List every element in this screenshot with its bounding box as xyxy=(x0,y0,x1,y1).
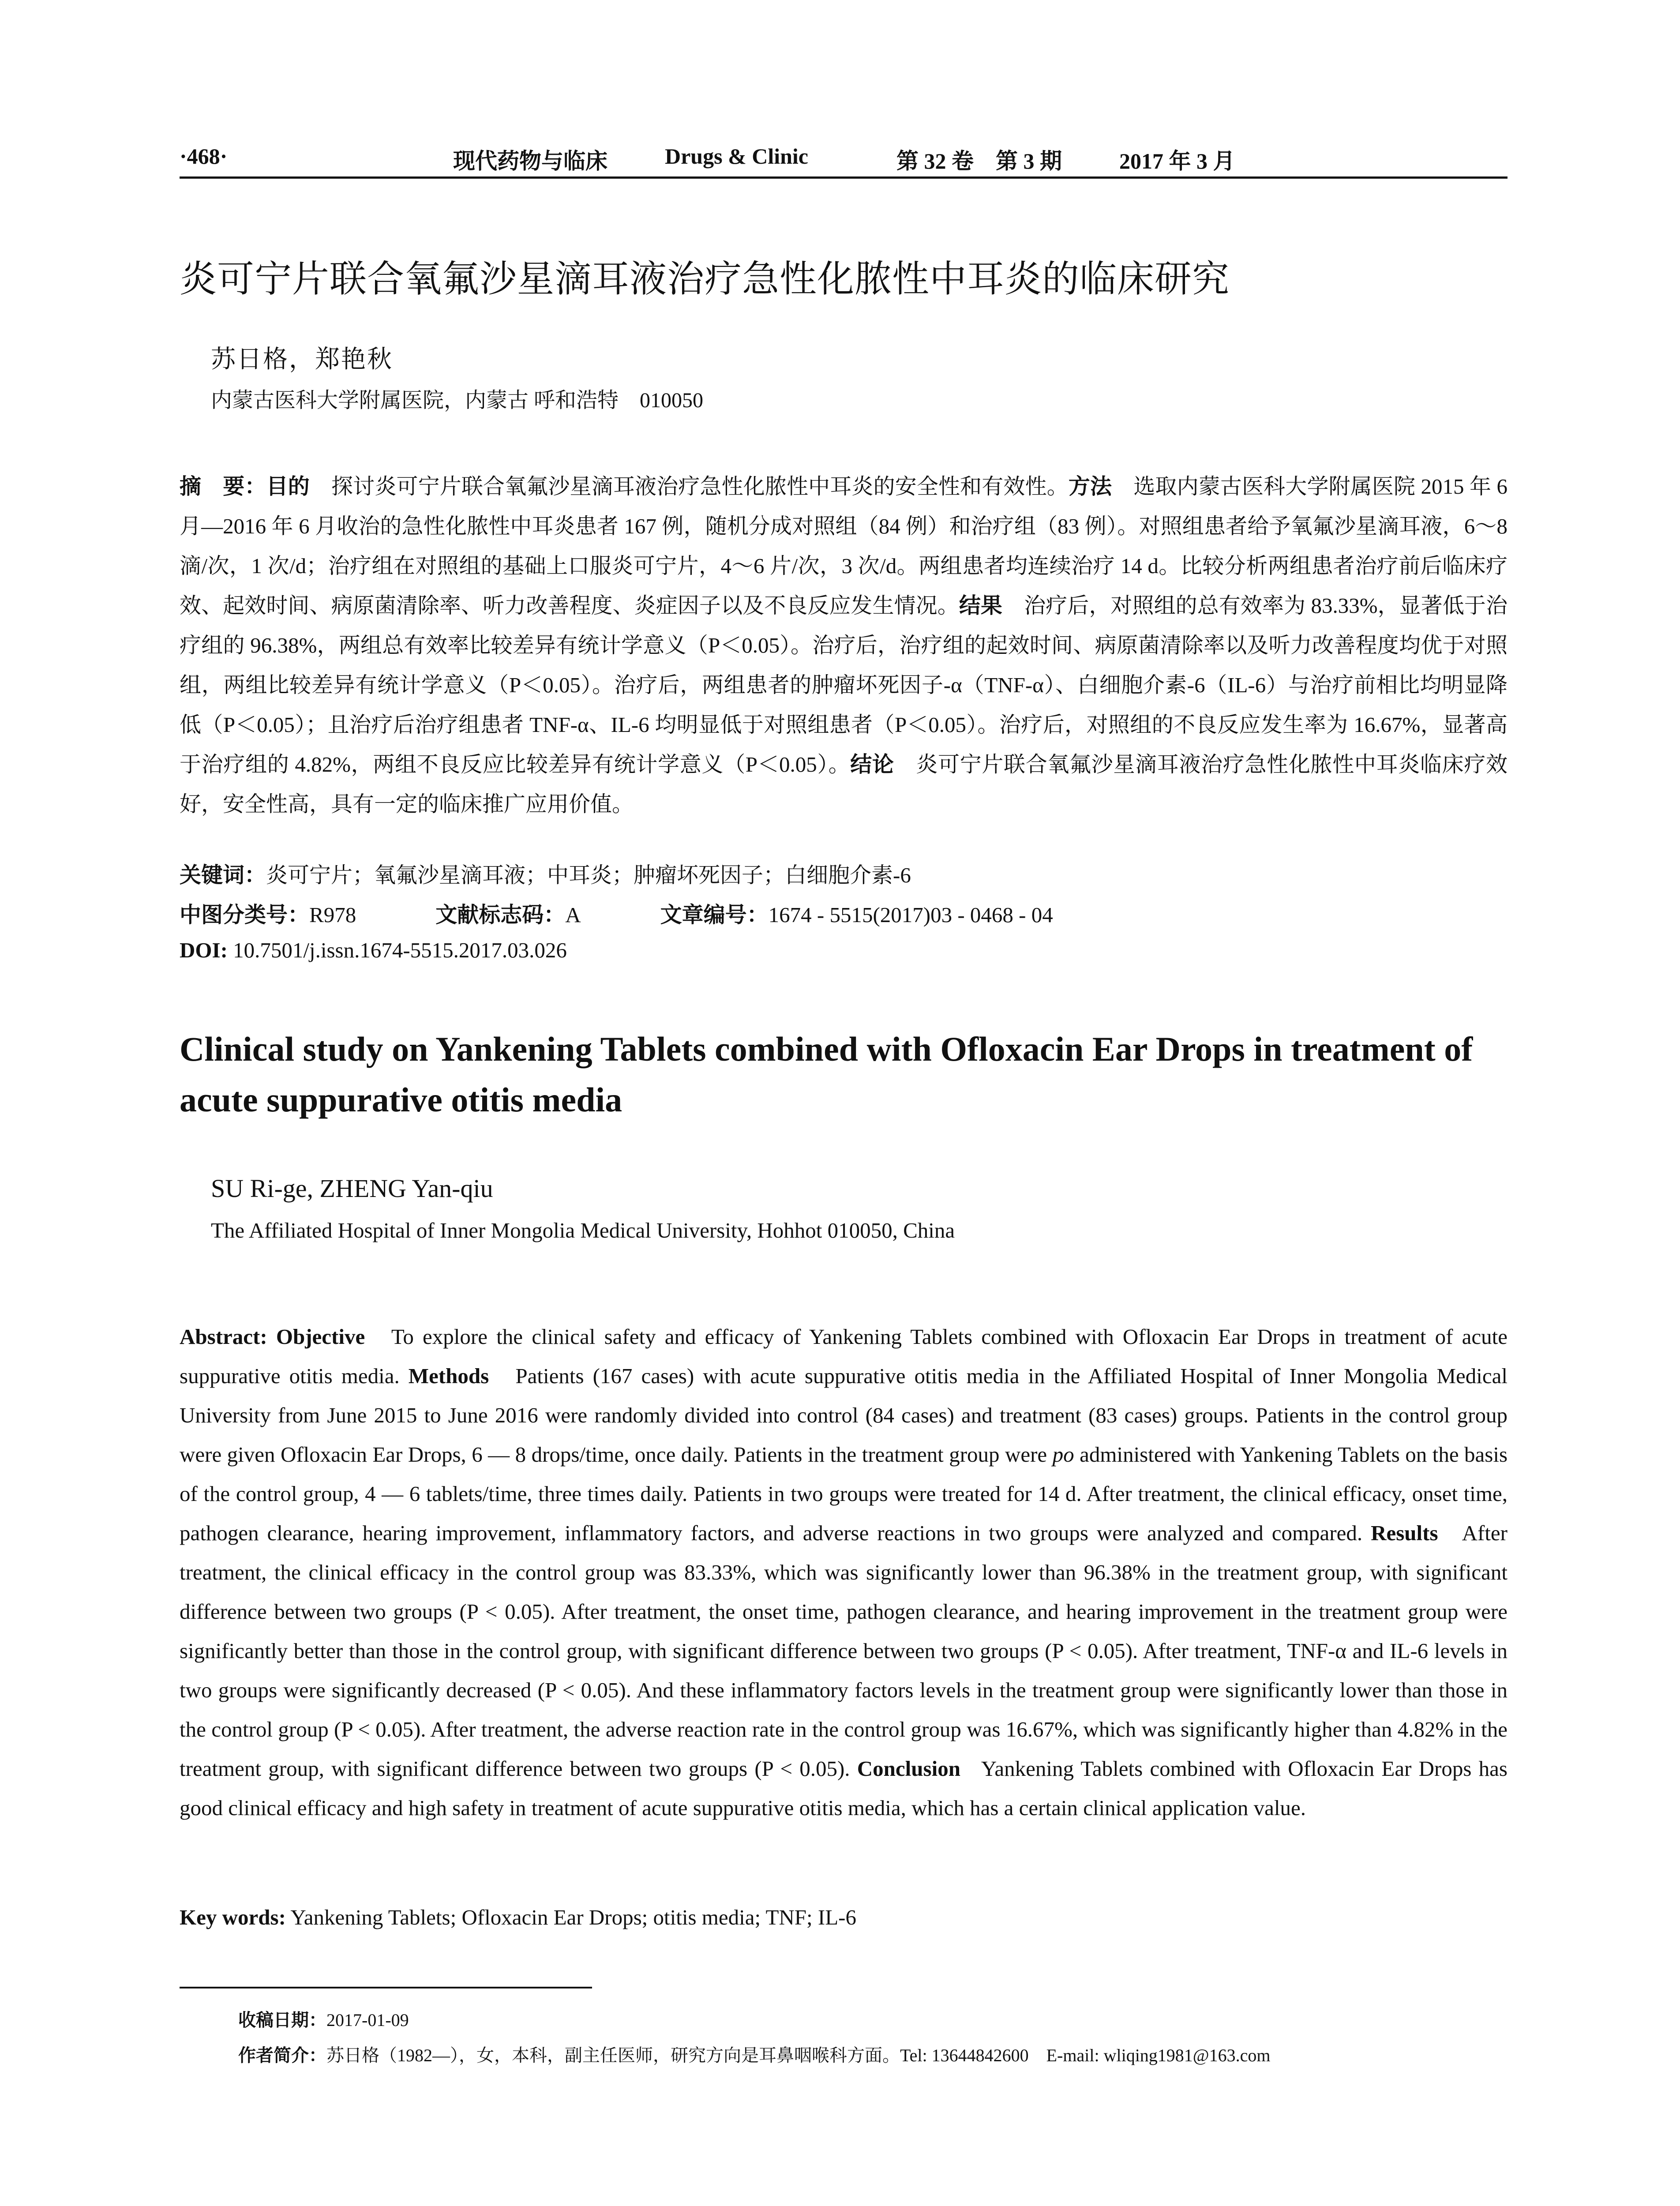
footnote-received xyxy=(238,2006,409,2031)
doc-code-label: 文献标志码： xyxy=(435,903,566,927)
title-en: Clinical study on Yankening Tablets combined with Ofloxacin Ear Drops in treatment of acute suppurative otitis media xyxy=(180,1030,1473,1119)
results-en: After treatment, the clinical efficacy in the control group was 83.33%, which was significantly lower than 96.38% in the treatment group, with significant difference between two groups (P < 0.05). After treatment, the onset time, pathogen clearance, and hearing improvement in the treatment group were significantly better than those in the control group, with significant difference between two groups (P < 0.05). After treatment, TNF-α and IL-6 levels in two groups were significantly decreased (P < 0.05). And these inflammatory factors levels in the treatment group were significantly lower than those in the control group (P < 0.05). After treatment, the adverse reaction rate in the control group was 16.67%, which was significantly higher than 4.82% in the treatment group, with significant difference between two groups (P < 0.05). xyxy=(180,1521,1508,1781)
author-bio-label: 作者简介： xyxy=(238,2046,326,2065)
conclusion-en-label: Conclusion xyxy=(857,1756,960,1781)
doi-label: DOI: xyxy=(180,938,228,962)
abstract-en-label: Abstract: xyxy=(180,1324,267,1349)
affiliation-cn: 内蒙古医科大学附属医院，内蒙古 呼和浩特 010050 xyxy=(211,389,704,412)
classification-line xyxy=(180,898,1053,929)
journal-issue: 第 32 卷 第 3 期 xyxy=(896,149,1062,173)
keywords-cn-text: 炎可宁片；氧氟沙星滴耳液；中耳炎；肿瘤坏死因子；白细胞介素-6 xyxy=(266,863,911,887)
keywords-cn-label: 关键词： xyxy=(180,863,266,887)
title-cn: 炎可宁片联合氧氟沙星滴耳液治疗急性化脓性中耳炎的临床研究 xyxy=(180,258,1230,300)
objective-cn: 探讨炎可宁片联合氧氟沙星滴耳液治疗急性化脓性中耳炎的安全性和有效性。 xyxy=(331,474,1069,499)
results-cn: 治疗后，对照组的总有效率为 83.33%，显著低于治疗组的 96.38%，两组总有效率比较差异有统计学意义（P＜0.05）。治疗后，治疗组的起效时间、病原菌清除率以及听力改善程度均优于对照组，两组比较差异有统计学意义（P＜0.05）。治疗后，两组患者的肿瘤坏死因子-α（TNF-α）、白细胞介素-6（IL-6）与治疗前相比均明显降低（P＜0.05）；且治疗后治疗组患者 TNF-α、IL-6 均明显低于对照组患者（P＜0.05）。治疗后，对照组的不良反应发生率为 16.67%，显著高于治疗组的 4.82%，两组不良反应比较差异有统计学意义（P＜0.05）。 xyxy=(180,593,1508,777)
header-rule xyxy=(180,176,1508,179)
methods-cn: 选取内蒙古医科大学附属医院 2015 年 6 月—2016 年 6 月收治的急性化脓性中耳炎患者 167 例，随机分成对照组（84 例）和治疗组（83 例）。对照组患者给予氧氟沙星滴耳液，6～8 滴/次，1 次/d；治疗组在对照组的基础上口服炎可宁片，4～6 片/次，3 次/d。两组患者均连续治疗 14 d。比较分析两组患者治疗前后临床疗效、起效时间、病原菌清除率、听力改善程度、炎症因子以及不良反应发生情况。 xyxy=(180,474,1508,618)
methods-en-part1: Patients (167 cases) with acute suppurative otitis media in the Affiliated Hospital of Inner Mongolia Medical University from June 2015 to June 2016 were randomly divided into control (84 cases) and treatment (83 cases) groups. Patients in the control group were given Ofloxacin Ear Drops, 6 — 8 drops/time, once daily. Patients in the treatment group were xyxy=(180,1364,1508,1467)
doi-value[interactable]: 10.7501/j.issn.1674-5515.2017.03.026 xyxy=(233,938,567,962)
keywords-cn xyxy=(180,858,911,889)
running-header xyxy=(180,143,1508,179)
author-bio: 苏日格（1982—），女，本科，副主任医师，研究方向是耳鼻咽喉科方面。Tel: 13644842600 E-mail: wliqing1981@163.com xyxy=(326,2045,1271,2065)
journal-date: 2017 年 3 月 xyxy=(1119,149,1235,173)
journal-name-en: Drugs & Clinic xyxy=(665,144,808,169)
doi-line xyxy=(180,938,567,963)
article-number-value: 1674 - 5515(2017)03 - 0468 - 04 xyxy=(768,903,1053,927)
results-cn-label: 结果 xyxy=(959,594,1002,618)
article-number-label: 文章编号： xyxy=(660,903,769,927)
doc-code-value: A xyxy=(565,903,581,927)
abstract-cn-label: 摘 要： xyxy=(180,475,266,499)
abstract-cn xyxy=(180,467,1508,824)
conclusion-en: Yankening Tablets combined with Ofloxacin Ear Drops has good clinical efficacy and high safety in treatment of acute suppurative otitis media, which has a certain clinical application value. xyxy=(180,1756,1508,1820)
methods-en-po: po xyxy=(1052,1442,1074,1467)
affiliation-en: The Affiliated Hospital of Inner Mongolia Medical University, Hohhot 010050, China xyxy=(211,1218,955,1242)
methods-cn-label: 方法 xyxy=(1068,475,1112,499)
clc-value: R978 xyxy=(309,903,356,927)
received-label: 收稿日期： xyxy=(238,2011,326,2030)
keywords-en-text: Yankening Tablets; Ofloxacin Ear Drops; otitis media; TNF; IL-6 xyxy=(290,1905,856,1929)
objective-cn-label: 目的 xyxy=(266,475,310,499)
conclusion-cn: 炎可宁片联合氧氟沙星滴耳液治疗急性化脓性中耳炎临床疗效好，安全性高，具有一定的临床推广应用价值。 xyxy=(180,752,1508,816)
objective-en-label: Objective xyxy=(276,1324,365,1349)
methods-en-label: Methods xyxy=(408,1364,489,1388)
results-en-label: Results xyxy=(1371,1521,1438,1545)
page-number: ·468· xyxy=(180,144,228,169)
authors-cn: 苏日格，郑艳秋 xyxy=(211,346,393,373)
conclusion-cn-label: 结论 xyxy=(850,753,894,777)
received-date: 2017-01-09 xyxy=(326,2010,409,2030)
keywords-en xyxy=(180,1905,856,1930)
abstract-en xyxy=(180,1317,1508,1827)
methods-en-part2: administered with Yankening Tablets on the basis of the control group, 4 — 6 tablets/time, three times daily. Patients in two groups were treated for 14 d. After treatment, the clinical efficacy, onset time, pathogen clearance, hearing improvement, inflammatory factors, and adverse reactions in two groups were analyzed and compared. xyxy=(180,1442,1508,1545)
journal-name-cn: 现代药物与临床 xyxy=(453,148,608,174)
objective-en: To explore the clinical safety and efficacy of Yankening Tablets combined with Ofloxacin Ear Drops in treatment of acute suppurative otitis media. xyxy=(180,1324,1508,1388)
clc-label: 中图分类号： xyxy=(180,903,310,927)
footnote-author xyxy=(238,2041,1271,2067)
keywords-en-label: Key words: xyxy=(180,1905,286,1929)
authors-en: SU Ri-ge, ZHENG Yan-qiu xyxy=(211,1174,493,1203)
footnote-rule xyxy=(180,1987,592,1988)
